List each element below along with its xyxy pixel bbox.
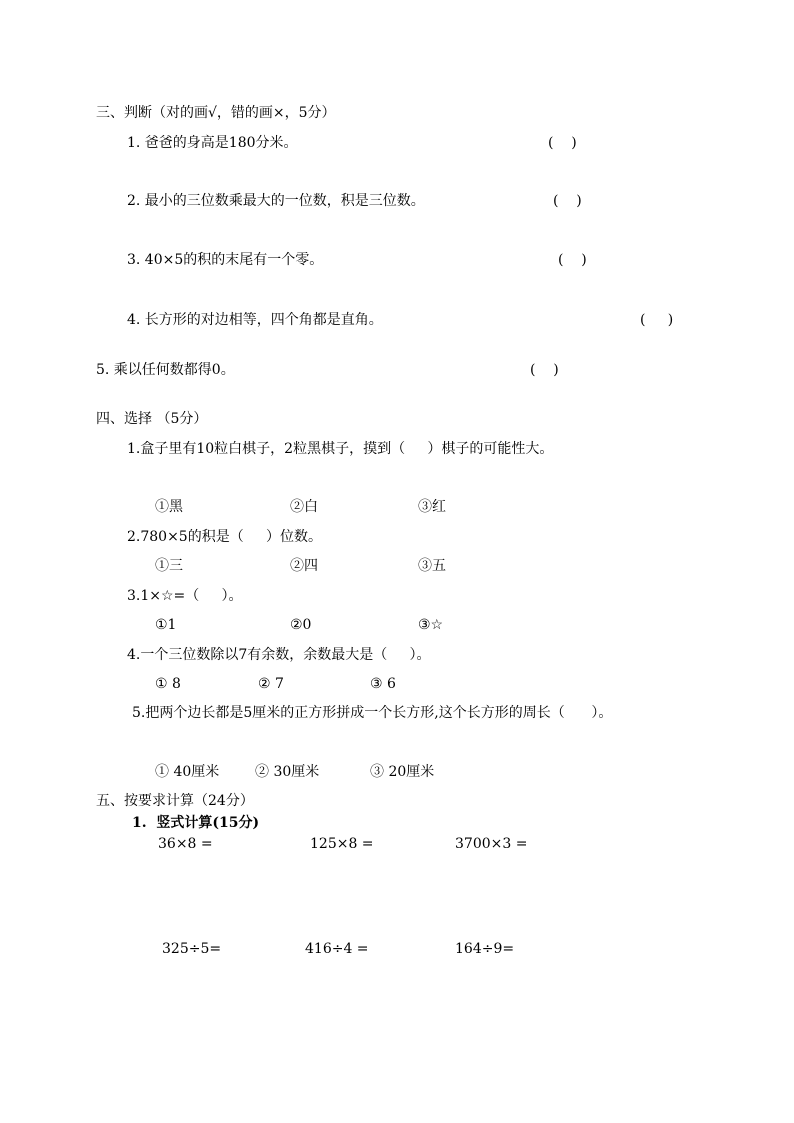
choice-1-option-3[interactable]: ③红 <box>418 499 446 515</box>
choice-3-option-1[interactable]: ①1 <box>155 617 177 633</box>
judge-answer-paren-4[interactable]: ( ) <box>640 312 674 328</box>
choice-question-4: 4.一个三位数除以7有余数，余数最大是（ ）。 <box>127 647 431 663</box>
judge-answer-paren-2[interactable]: ( ) <box>553 193 582 209</box>
choice-2-option-2[interactable]: ②四 <box>290 558 318 574</box>
vertical-calc-title: 1. 竖式计算(15分) <box>132 815 260 831</box>
judge-item-5: 5. 乘以任何数都得0。 <box>96 362 235 378</box>
choice-5-option-2[interactable]: ② 30厘米 <box>255 764 320 780</box>
section3-title: 三、判断（对的画√，错的画×，5分） <box>96 105 336 121</box>
choice-question-2: 2.780×5的积是（ ）位数。 <box>127 529 322 545</box>
section4-title: 四、选择 （5分） <box>96 411 208 427</box>
choice-4-option-3[interactable]: ③ 6 <box>370 676 396 692</box>
choice-3-option-3[interactable]: ③☆ <box>418 617 444 633</box>
judge-item-1: 1. 爸爸的身高是180分米。 <box>127 135 298 151</box>
calc-problem: 164÷9= <box>455 941 515 957</box>
choice-question-1: 1.盒子里有10粒白棋子，2粒黑棋子，摸到（ ）棋子的可能性大。 <box>127 441 554 457</box>
choice-question-5: 5.把两个边长都是5厘米的正方形拼成一个长方形,这个长方形的周长（ ）。 <box>132 705 613 721</box>
judge-answer-paren-1[interactable]: ( ) <box>548 135 577 151</box>
choice-2-option-1[interactable]: ①三 <box>155 558 183 574</box>
judge-answer-paren-5[interactable]: ( ) <box>530 362 559 378</box>
judge-answer-paren-3[interactable]: ( ) <box>558 252 587 268</box>
calc-problem: 416÷4 = <box>305 941 369 957</box>
choice-5-option-3[interactable]: ③ 20厘米 <box>370 764 435 780</box>
choice-5-option-1[interactable]: ① 40厘米 <box>155 764 220 780</box>
judge-item-4: 4. 长方形的对边相等，四个角都是直角。 <box>127 312 383 328</box>
calc-problem: 325÷5= <box>162 941 222 957</box>
choice-1-option-2[interactable]: ②白 <box>290 499 318 515</box>
choice-4-option-2[interactable]: ② 7 <box>258 676 284 692</box>
choice-question-3: 3.1×☆=（ ）。 <box>127 588 243 604</box>
calc-problem: 3700×3 = <box>455 836 528 852</box>
calc-problem: 36×8 = <box>158 836 213 852</box>
section5-title: 五、按要求计算（24分） <box>96 793 254 809</box>
judge-item-3: 3. 40×5的积的末尾有一个零。 <box>127 252 324 268</box>
judge-item-2: 2. 最小的三位数乘最大的一位数，积是三位数。 <box>127 193 425 209</box>
calc-problem: 125×8 = <box>310 836 374 852</box>
choice-3-option-2[interactable]: ②0 <box>290 617 312 633</box>
choice-1-option-1[interactable]: ①黑 <box>155 499 183 515</box>
choice-4-option-1[interactable]: ① 8 <box>155 676 181 692</box>
choice-2-option-3[interactable]: ③五 <box>418 558 446 574</box>
